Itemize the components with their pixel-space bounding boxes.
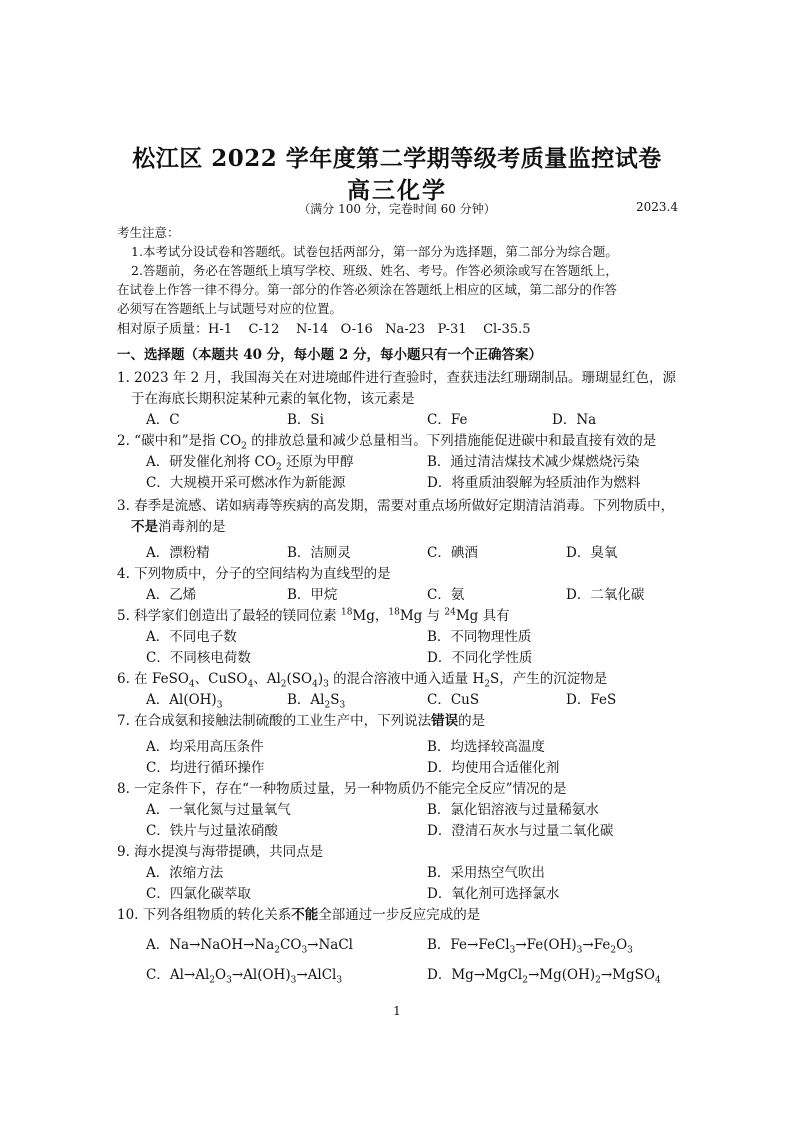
q8-option-b: B．氯化铝溶液与过量稀氨水 (427, 802, 599, 818)
q3-option-b: B．洁厕灵 (287, 545, 351, 561)
q8-option-c: C．铁片与过量浓硝酸 (146, 823, 278, 839)
q1-option-c: C．Fe (427, 412, 468, 428)
q10-option-b: B．$Fe\to FeCl_3\to Fe(OH)_3\to Fe_2O_3$ (427, 937, 633, 956)
exam-title: 松江区 2022 学年度第二学期等级考质量监控试卷 (132, 145, 662, 172)
q1-option-d: D．Na (552, 412, 597, 428)
question-5-stem: 5. 科学家们创造出了最轻的镁同位素 $^{18}$Mg，$^{18}$Mg 与 $^{24}$Mg 具有 (117, 607, 510, 624)
q6-option-d: D．FeS (566, 692, 617, 708)
q6-option-a: A．$Al(OH)_3$ (146, 692, 223, 711)
question-3-stem: 3. 春季是流感、诺如病毒等疾病的高发期，需要对重点场所做好定期清洁消毒。下列物质中， (117, 498, 675, 514)
question-1-stem: 1. 2023 年 2 月，我国海关在对进境邮件进行查验时，查获违法红珊瑚制品。珊瑚显红色，源 (117, 370, 676, 386)
q9-option-a: A．浓缩方法 (146, 865, 224, 881)
q7-option-b: B．均选择较高温度 (427, 739, 545, 755)
page-number: 1 (393, 1004, 401, 1018)
q1-option-a: A．C (146, 412, 180, 428)
notes-heading: 考生注意： (117, 225, 180, 240)
q2-option-c: C．大规模开采可燃冰作为新能源 (146, 475, 346, 491)
q7-option-c: C．均进行循环操作 (146, 760, 265, 776)
question-4-stem: 4. 下列物质中，分子的空间结构为直线型的是 (117, 566, 391, 582)
q2-option-b: B．通过清洁煤技术减少煤燃烧污染 (427, 454, 640, 470)
q6-option-c: C．CuS (427, 692, 480, 708)
q8-option-a: A．一氧化氮与过量氧气 (146, 802, 291, 818)
q1-option-b: B．Si (287, 412, 324, 428)
question-8-stem: 8. 一定条件下，存在“一种物质过量，另一种物质仍不能完全反应”情况的是 (117, 781, 567, 797)
subject-title: 高三化学 (347, 177, 447, 204)
note-2: 2.答题前，务必在答题纸上填写学校、班级、姓名、考号。作答必须涂或写在答题纸上， (131, 263, 618, 278)
q3-option-d: D．臭氧 (566, 545, 618, 561)
q10-option-a: A．$Na\to NaOH\to Na_2CO_3\to NaCl$ (146, 937, 353, 956)
q4-option-b: B．甲烷 (287, 587, 338, 603)
q4-option-a: A．乙烯 (146, 587, 197, 603)
q2-option-d: D．将重质油裂解为轻质油作为燃料 (427, 475, 641, 491)
note-2-cont2: 必须写在答题纸上与试题号对应的位置。 (117, 301, 343, 316)
question-3-stem-cont: 不是消毒剂的是 (131, 519, 226, 535)
section-heading: 一、选择题（本题共 40 分，每小题 2 分，每小题只有一个正确答案） (117, 347, 542, 363)
q7-option-a: A．均采用高压条件 (146, 739, 264, 755)
q4-option-c: C．氨 (427, 587, 465, 603)
question-2-stem: 2. “碳中和”是指 $CO_2$ 的排放总量和减少总量相当。下列措施能促进碳中和最直接有效的是 (117, 433, 657, 452)
q9-option-c: C．四氯化碳萃取 (146, 886, 251, 902)
q9-option-b: B．采用热空气吹出 (427, 865, 545, 881)
atomic-masses: 相对原子质量：H-1 C-12 N-14 O-16 Na-23 P-31 Cl-35.5 (117, 322, 531, 337)
q6-option-b: B．$Al_2S_3$ (287, 692, 346, 711)
q7-option-d: D．均使用合适催化剂 (427, 760, 560, 776)
q4-option-d: D．二氧化碳 (566, 587, 645, 603)
score-time-note: （满分 100 分，完卷时间 60 分钟） (298, 202, 496, 216)
exam-date: 2023.4 (636, 200, 678, 214)
question-6-stem: 6. 在 FeSO$_4$、CuSO$_4$、$Al_2(SO_4)_3$ 的混合溶液中通入适量 $H_2S$，产生的沉淀物是 (117, 671, 608, 690)
q2-option-a: A．研发催化剂将 $CO_2$ 还原为甲醇 (146, 454, 354, 473)
question-1-stem-cont: 于在海底长期积淀某种元素的氧化物，该元素是 (131, 391, 415, 407)
q5-option-b: B．不同物理性质 (427, 629, 532, 645)
note-1: 1.本考试分设试卷和答题纸。试卷包括两部分，第一部分为选择题，第二部分为综合题。 (131, 244, 618, 259)
q5-option-c: C．不同核电荷数 (146, 650, 251, 666)
q10-option-c: C．$Al\to Al_2O_3\to Al(OH)_3\to AlCl_3$ (146, 967, 343, 986)
q9-option-d: D．氧化剂可选择氯水 (427, 886, 560, 902)
q8-option-d: D．澄清石灰水与过量二氧化碳 (427, 823, 614, 839)
q3-option-a: A．漂粉精 (146, 545, 210, 561)
note-2-cont: 在试卷上作答一律不得分。第一部分的作答必须涂在答题纸上相应的区域，第二部分的作答 (117, 282, 618, 297)
q10-option-d: D．$Mg\to MgCl_2\to Mg(OH)_2\to MgSO_4$ (427, 967, 661, 986)
question-7-stem: 7. 在合成氨和接触法制硫酸的工业生产中，下列说法错误的是 (117, 713, 486, 729)
q3-option-c: C．碘酒 (427, 545, 478, 561)
q5-option-a: A．不同电子数 (146, 629, 237, 645)
question-9-stem: 9. 海水提溴与海带提碘，共同点是 (117, 844, 324, 860)
q5-option-d: D．不同化学性质 (427, 650, 533, 666)
question-10-stem: 10. 下列各组物质的转化关系不能全部通过一步反应完成的是 (117, 907, 481, 923)
